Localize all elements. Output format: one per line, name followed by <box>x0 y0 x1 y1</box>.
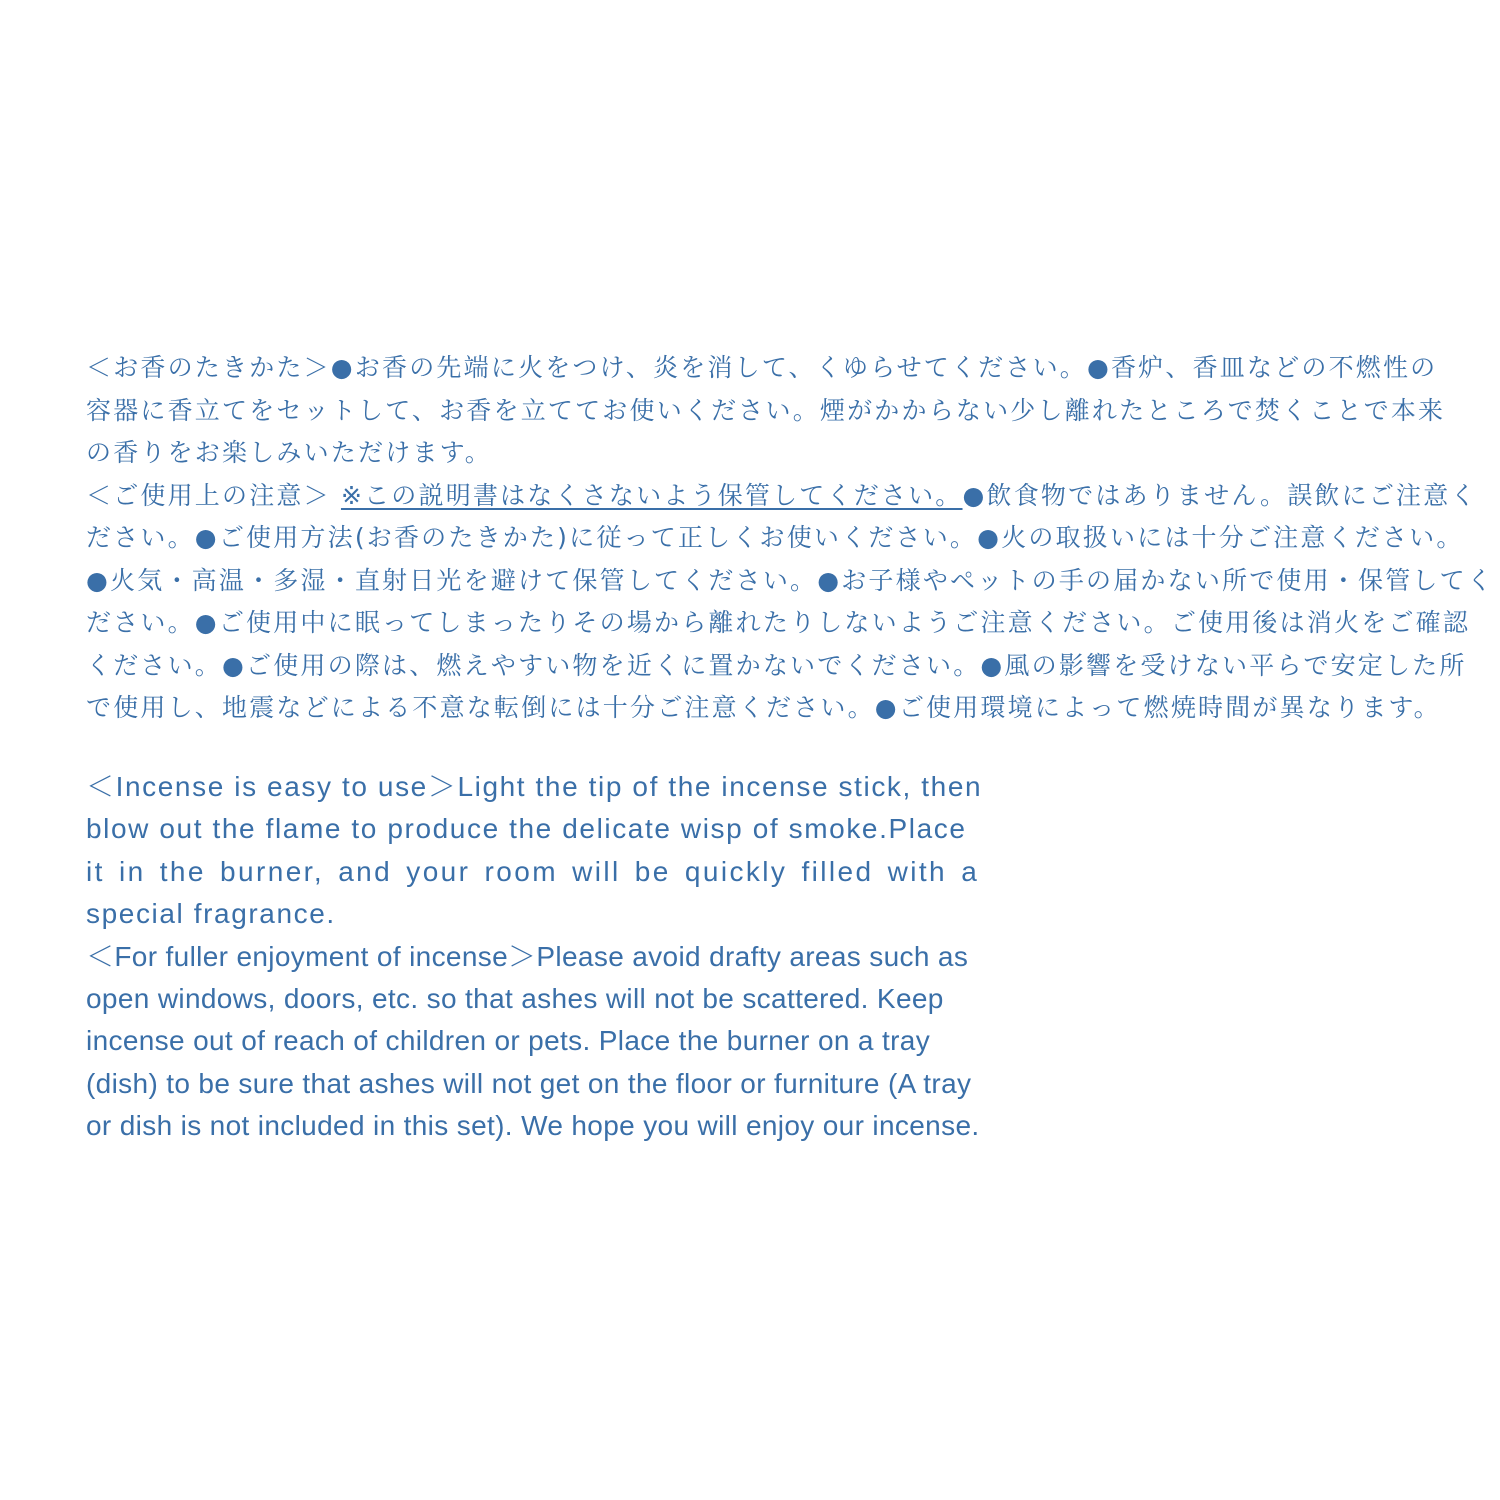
en-p1-line-1: ＜Incense is easy to use＞Light the tip of the incense stick, then <box>86 771 983 802</box>
en-p2-line-5: or dish is not included in this set). We hope you will enjoy our incense. <box>86 1110 980 1142</box>
japanese-instructions <box>86 347 1495 730</box>
jp-line-4-rest: ●飲食物ではありません。誤飲にご注意く <box>962 480 1478 510</box>
en-p1-line-4: special fragrance. <box>86 898 336 930</box>
usage-caution-heading: ＜ご使用上の注意＞ <box>86 480 341 510</box>
jp-line-7: ださい。●ご使用中に眠ってしまったりその場から離れたりしないようご注意ください。ご使用後は消火をご確認 <box>86 608 1471 637</box>
en-p1-line-3: it in the burner, and your room will be quickly filled with a <box>86 855 980 887</box>
en-p2-line-4: (dish) to be sure that ashes will not get on the floor or furniture (A tray <box>86 1067 972 1099</box>
jp-line-6: ●火気・高温・多湿・直射日光を避けて保管してください。●お子様やペットの手の届かない所で使用・保管してく <box>86 565 1495 595</box>
jp-line-2: 容器に香立てをセットして、お香を立ててお使いください。煙がかからない少し離れたところで焚くことで本来 <box>86 395 1446 425</box>
jp-line-3: の香りをお楽しみいただけます。 <box>86 438 493 467</box>
jp-line-8: ください。●ご使用の際は、燃えやすい物を近くに置かないでください。●風の影響を受けない平らで安定した所 <box>86 650 1467 680</box>
en-p2-line-3: incense out of reach of children or pets. Place the burner on a tray <box>86 1025 931 1057</box>
en-p2-line-2: open windows, doors, etc. so that ashes will not be scattered. Keep <box>86 983 944 1015</box>
en-p2-line-1: ＜For fuller enjoyment of incense＞Please avoid drafty areas such as <box>86 940 969 972</box>
en-paragraph-easy-to-use <box>86 766 1046 936</box>
en-p1-line-2: blow out the flame to produce the delicate wisp of smoke.Place <box>86 813 967 845</box>
jp-line-9: で使用し、地震などによる不意な転倒には十分ご注意ください。●ご使用環境によって燃焼時間が異なります。 <box>86 693 1441 722</box>
jp-line-4 <box>86 475 1478 518</box>
jp-line-5: ださい。●ご使用方法(お香のたきかた)に従って正しくお使いください。●火の取扱いには十分ご注意ください。 <box>86 523 1464 552</box>
english-instructions <box>86 766 1046 1148</box>
keep-manual-note: ※この説明書はなくさないよう保管してください。 <box>340 480 963 510</box>
jp-line-1: ＜お香のたきかた＞●お香の先端に火をつけ、炎を消して、くゆらせてください。●香炉、香皿などの不燃性の <box>86 353 1438 382</box>
en-paragraph-fuller-enjoyment <box>86 936 1046 1148</box>
